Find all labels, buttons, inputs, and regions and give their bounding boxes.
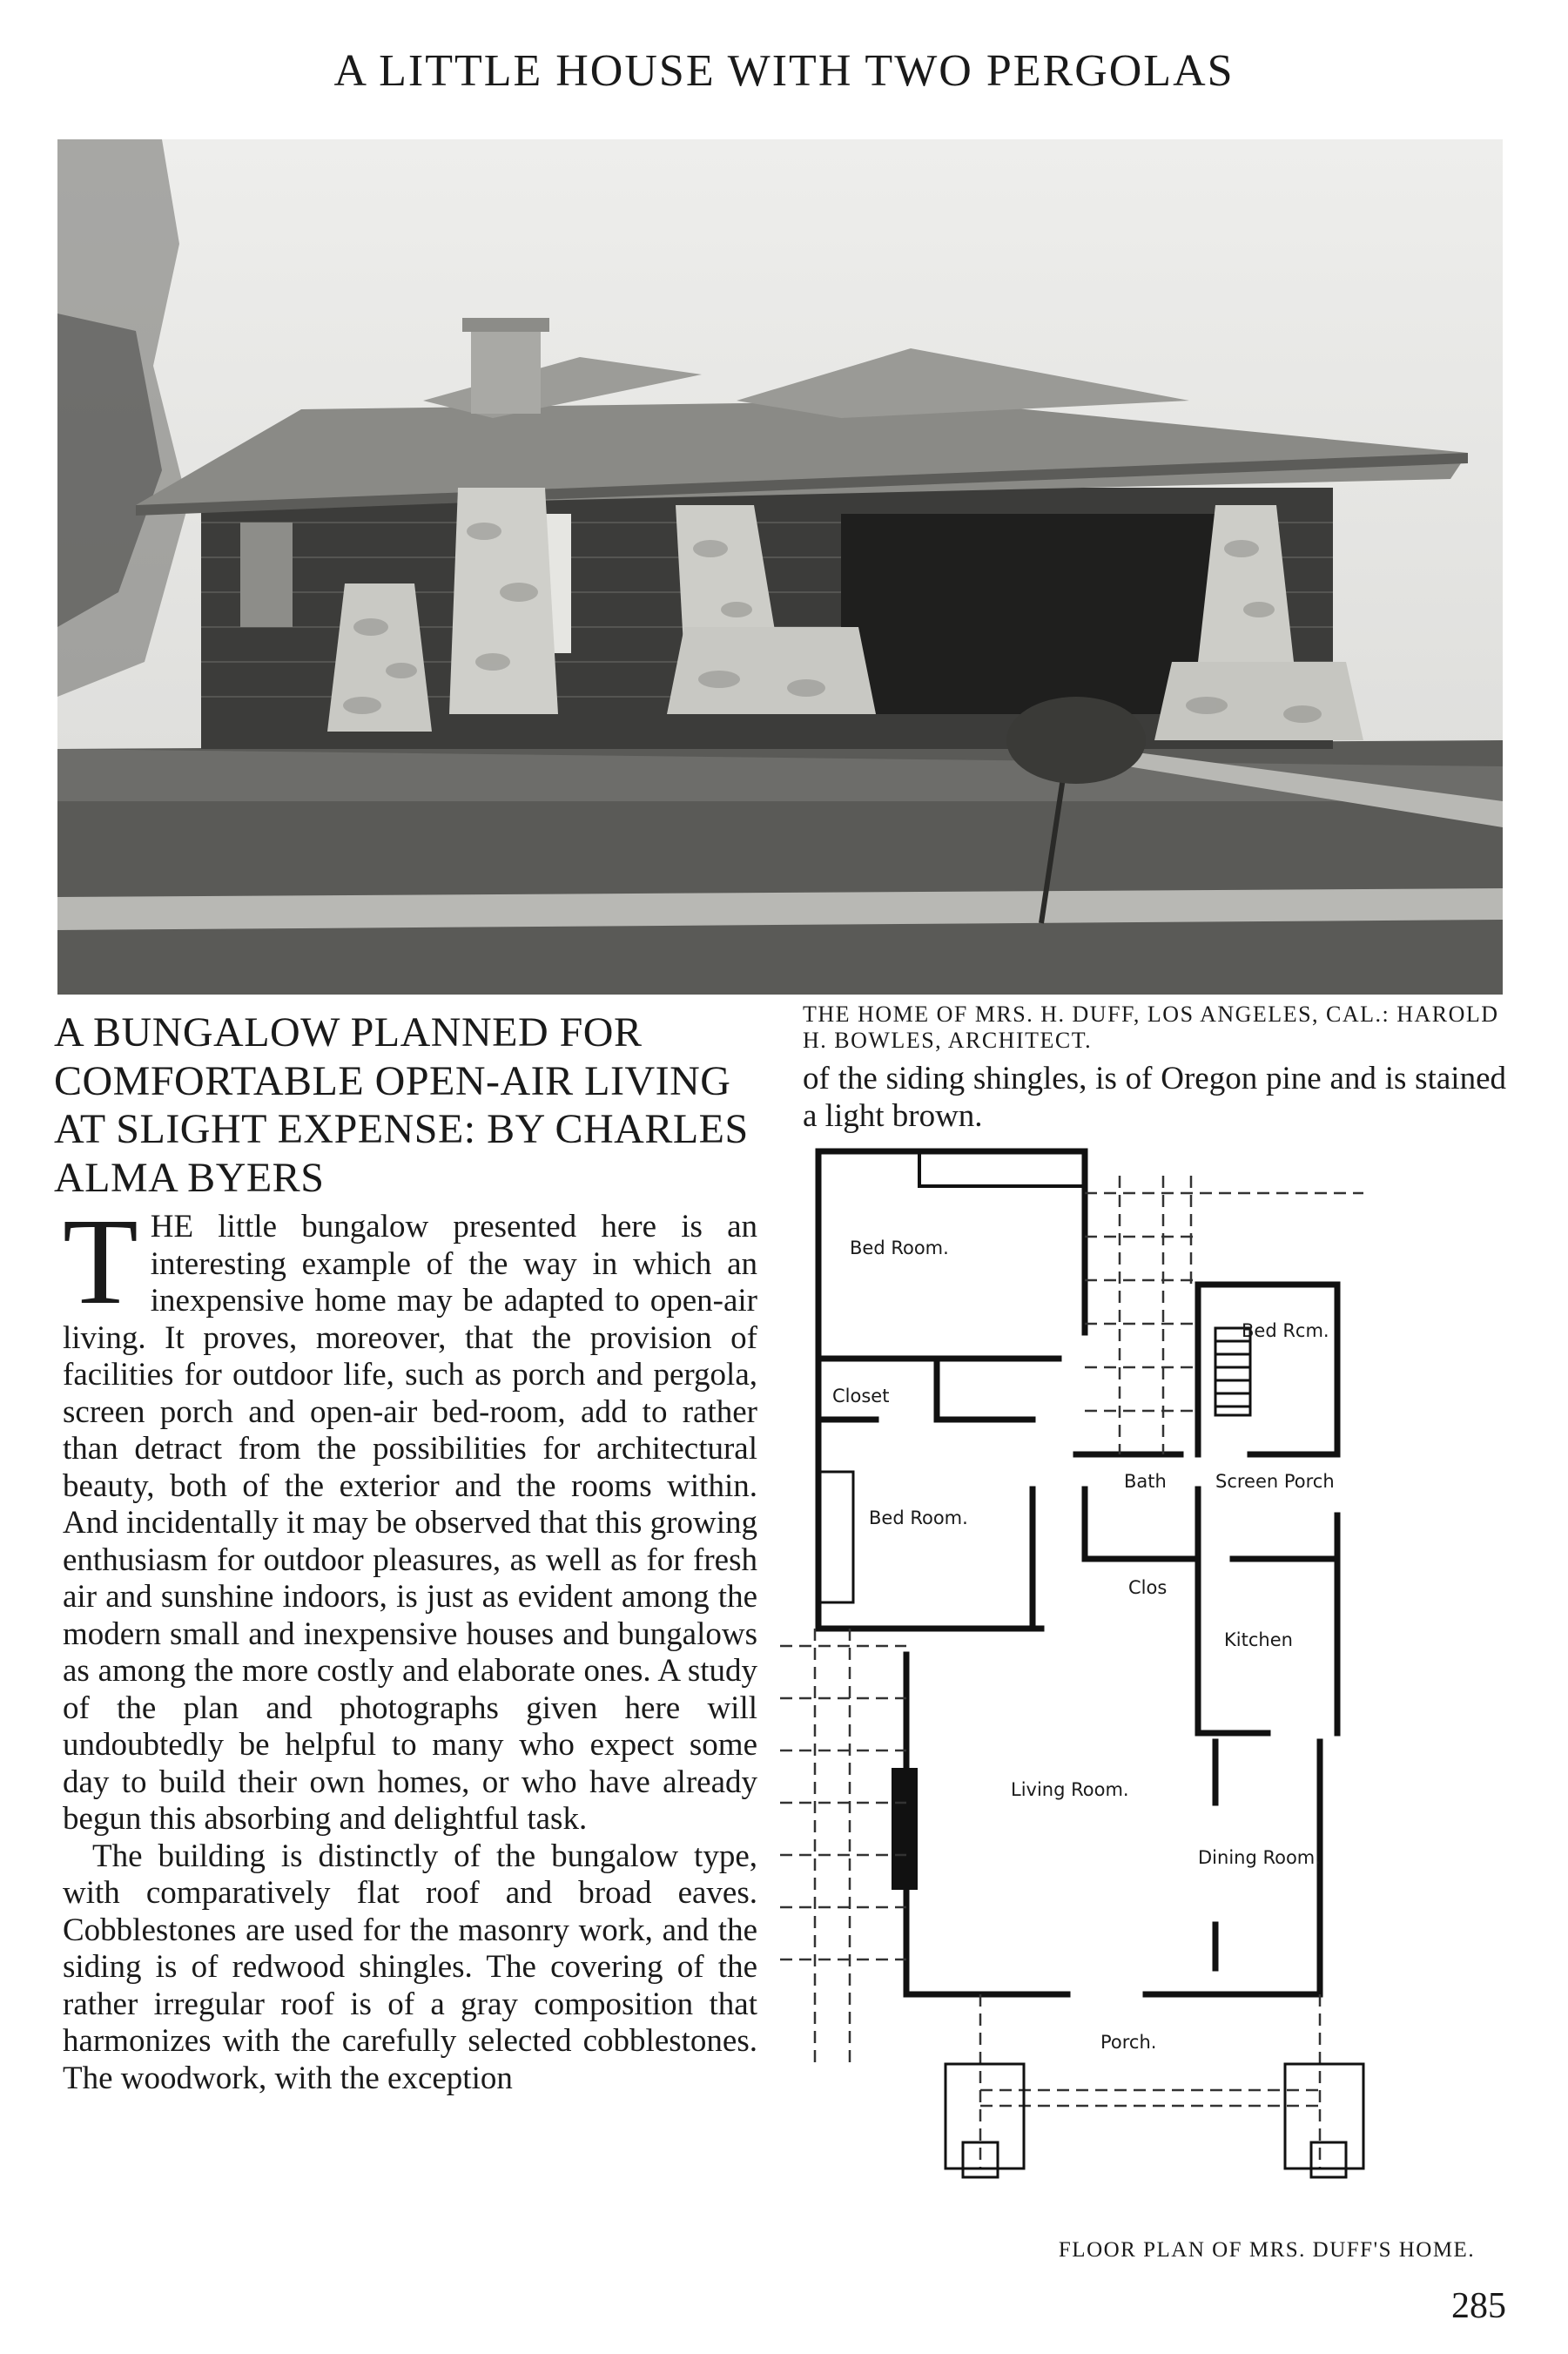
article-headline: A BUNGALOW PLANNED FOR COMFORTABLE OPEN-AIR LIVING AT SLIGHT EXPENSE: BY CHARLES ALMA BYERS [54,1009,749,1202]
page-number: 285 [1451,2286,1506,2326]
label-bed-room-1: Bed Room. [850,1238,949,1258]
running-title: A LITTLE HOUSE WITH TWO PERGOLAS [333,46,1235,96]
article-body-left-column [63,1192,757,2097]
label-closet: Closet [832,1386,890,1406]
bungalow-photograph [57,139,1503,995]
label-dining-room: Dining Room. [1198,1847,1321,1868]
label-porch: Porch. [1100,2032,1157,2053]
floor-plan [780,1141,1499,2221]
paragraph-1 [63,1192,757,1838]
label-bed-room-2: Bed Room. [869,1508,968,1528]
label-bed-room-3: Bed Rcm. [1242,1320,1329,1341]
label-bath: Bath [1124,1471,1167,1492]
label-clos: Clos [1128,1577,1168,1598]
floor-plan-caption: FLOOR PLAN OF MRS. DUFF'S HOME. [1058,2238,1476,2262]
label-kitchen: Kitchen [1224,1629,1293,1650]
paragraph-1-text: HE little bungalow presented here is an interesting example of the way in which an inexpensive home may be adapted to open-air living. It proves, moreover, that the provision of facilities for outdoor life, such as porch and pergola, screen porch and open-air bed-room, add to rather than detract from the possibilities for architectural beauty, both of the exterior and the rooms within. And incidentally it may be observed that this growing enthusiasm for outdoor pleasures, as well as for fresh air and sunshine indoors, is just as evident among the modern small and inexpensive houses and bungalows as among the more costly and elaborate ones. A study of the plan and photographs given here will undoubtedly be helpful to many who expect some day to build their own homes, or who have already begun this absorbing and delightful task. [63,1209,757,1837]
paragraph-2: The building is distinctly of the bungalow type, with comparatively flat roof and broad eaves. Cobblestones are used for the masonry work, and the siding is of redwood shingles. The covering of the rather irregular roof is of a gray composition that harmonizes with the carefully selected cobblestones. The woodwork, with the exception [63,1838,757,2096]
label-living-room: Living Room. [1011,1779,1129,1800]
photo-caption: THE HOME OF MRS. H. DUFF, LOS ANGELES, CAL.: HAROLD H. BOWLES, ARCHITECT. [803,1002,1499,1053]
label-screen-porch: Screen Porch [1215,1471,1335,1492]
article-body-continuation: of the siding shingles, is of Oregon pine and is stained a light brown. [803,1061,1506,1134]
drop-cap: T [63,1192,138,1330]
